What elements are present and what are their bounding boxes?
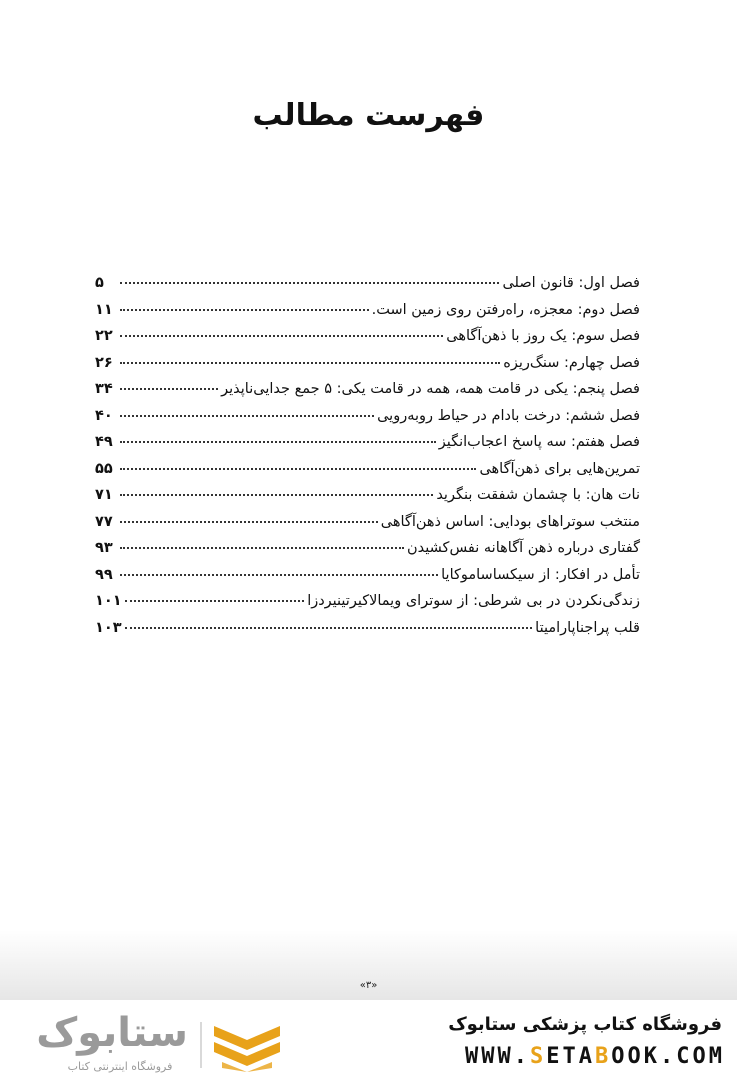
page-number: «۳» xyxy=(359,980,378,991)
toc-entry-title: نات هان: با چشمان شفقت بنگرید xyxy=(436,487,640,503)
toc-entry-page-number: ۹۹ xyxy=(95,566,113,583)
logo-tagline: فروشگاه اینترنتی کتاب xyxy=(67,1060,173,1073)
toc-entry-page-number: ۳۴ xyxy=(95,381,113,397)
url-middle: ETA xyxy=(546,1044,596,1069)
toc-entry-title: فصل دوم: معجزه، راه‌رفتن روی زمین است. xyxy=(371,301,640,318)
dot-leader xyxy=(120,387,218,390)
toc-entry[interactable] xyxy=(95,350,640,377)
toc-entry[interactable] xyxy=(95,615,640,642)
toc-entry-title: فصل سوم: یک روز با ذهن‌آگاهی xyxy=(446,328,640,344)
toc-entry-page-number: ۵۵ xyxy=(95,460,113,477)
toc-entry-title: زندگی‌نکردن در بی شرطی: از سوترای ویمالاکیرتینیردزا xyxy=(307,593,640,609)
table-of-contents xyxy=(95,270,640,641)
url-accent-s: S xyxy=(530,1044,547,1069)
toc-entry[interactable] xyxy=(95,376,640,403)
toc-entry[interactable] xyxy=(95,403,640,430)
url-accent-b: B xyxy=(595,1044,612,1069)
toc-entry[interactable] xyxy=(95,482,640,509)
dot-leader xyxy=(120,308,369,311)
toc-entry-title: فصل هفتم: سه پاسخ اعجاب‌انگیز xyxy=(438,434,640,450)
shop-name: فروشگاه کتاب پزشکی ستابوک xyxy=(448,1014,722,1035)
book-stack-logo-icon xyxy=(212,1022,282,1072)
toc-entry-page-number: ۷۱ xyxy=(95,487,113,503)
toc-entry-title: فصل ششم: درخت بادام در حیاط روبه‌رویی xyxy=(377,407,640,424)
dot-leader xyxy=(120,440,436,443)
dot-leader xyxy=(125,599,305,602)
toc-entry-title: گفتاری درباره ذهن آگاهانه نفس‌کشیدن xyxy=(406,540,640,556)
page-title: فهرست مطالب xyxy=(252,98,485,133)
toc-entry-title: تأمل در افکار: از سیکساساموکایا xyxy=(441,566,640,583)
dot-leader xyxy=(120,414,374,417)
toc-entry-page-number: ۷۷ xyxy=(95,513,113,530)
toc-entry-title: فصل پنجم: یکی در قامت همه، همه در قامت یکی: ۵ جمع جدایی‌ناپذیر xyxy=(221,381,640,397)
toc-entry-page-number: ۹۳ xyxy=(95,540,113,556)
shop-url[interactable] xyxy=(465,1044,725,1069)
toc-entry[interactable] xyxy=(95,588,640,615)
toc-entry-page-number: ۱۱ xyxy=(95,301,113,318)
url-suffix: OOK.COM xyxy=(611,1044,725,1069)
dot-leader xyxy=(125,626,533,629)
dot-leader xyxy=(120,467,476,470)
toc-entry-page-number: ۱۰۱ xyxy=(95,593,122,609)
dot-leader xyxy=(120,361,500,364)
toc-entry-page-number: ۴۰ xyxy=(95,407,113,424)
logo-wordmark: ستابوک xyxy=(36,1010,188,1056)
dot-leader xyxy=(120,546,404,549)
toc-entry-page-number: ۵ xyxy=(95,275,104,291)
toc-entry[interactable] xyxy=(95,297,640,324)
dot-leader xyxy=(120,493,433,496)
toc-entry-title: منتخب سوتراهای بودایی: اساس ذهن‌آگاهی xyxy=(380,513,640,530)
toc-entry[interactable] xyxy=(95,429,640,456)
toc-entry[interactable] xyxy=(95,456,640,483)
toc-entry[interactable] xyxy=(95,323,640,350)
toc-entry-title: تمرین‌هایی برای ذهن‌آگاهی xyxy=(479,460,640,477)
dot-leader xyxy=(120,520,378,523)
dot-leader xyxy=(120,281,499,284)
toc-entry-page-number: ۲۶ xyxy=(95,354,113,371)
toc-entry-title: فصل اول: قانون اصلی xyxy=(502,275,640,291)
toc-entry-page-number: ۱۰۳ xyxy=(95,619,122,636)
dot-leader xyxy=(120,334,443,337)
toc-entry[interactable] xyxy=(95,270,640,297)
toc-entry[interactable] xyxy=(95,562,640,589)
toc-entry-title: فصل چهارم: سنگ‌ریزه xyxy=(503,354,640,371)
toc-entry-page-number: ۴۹ xyxy=(95,434,113,450)
toc-entry-page-number: ۲۲ xyxy=(95,328,113,344)
toc-entry[interactable] xyxy=(95,535,640,562)
footer-banner xyxy=(0,1000,737,1080)
dot-leader xyxy=(120,573,438,576)
url-prefix: WWW. xyxy=(465,1044,531,1069)
logo-divider xyxy=(200,1022,202,1068)
toc-entry-title: قلب پراجناپارامیتا xyxy=(535,619,640,636)
toc-entry[interactable] xyxy=(95,509,640,536)
